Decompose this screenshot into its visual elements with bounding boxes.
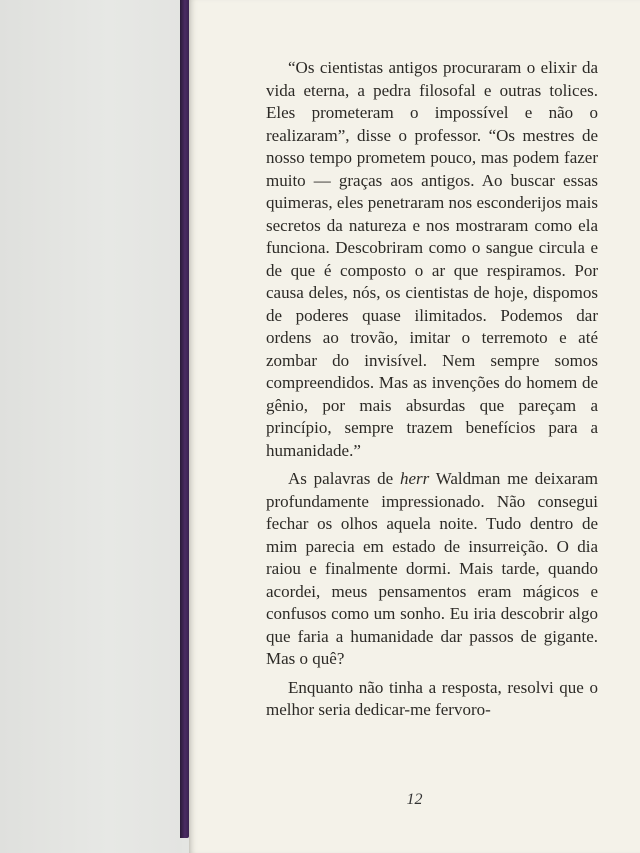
page-text [266,57,598,722]
paragraph-2-text-a: As palavras de [288,469,400,488]
book-spine [180,0,189,838]
background-surface [0,0,182,853]
page-number: 12 [406,791,423,808]
paragraph-3 [266,677,598,722]
paragraph-2-text-b: Waldman me deixaram profundamente impressionado. Não consegui fechar os olhos aquela noite. Tudo dentro de mim parecia em estado de insurreição. O dia raiou e finalmente dormi. Mais tarde, quando acordei, meus pensamentos eram mágicos e confusos como um sonho. Eu iria descobrir algo que faria a humanidade dar passos de gigante. Mas o quê? [266,469,598,668]
paragraph-2 [266,468,598,671]
book-page [189,0,640,853]
paragraph-3-text: Enquanto não tinha a resposta, resolvi que o melhor seria dedicar-me fervoro- [266,677,598,719]
paragraph-1 [266,57,598,462]
paragraph-2-italic-term: herr [399,469,430,488]
paragraph-1-text: “Os cientistas antigos procuraram o elixir da vida eterna, a pedra filosofal e outras tolices. Eles prometeram o impossível e não o realizaram”, disse o professor. “Os mestres de nosso tempo prometem pouco, mas podem fazer muito — graças aos antigos. Ao buscar essas quimeras, eles penetraram nos esconderijos mais secretos da natureza e nos mostraram como ela funciona. Descobriram como o sangue circula e de que é composto o ar que respiramos. Por causa deles, nós, os cientistas de hoje, dispomos de poderes quase ilimitados. Podemos dar ordens ao trovão, imitar o terremoto e até zombar do invisível. Nem sempre somos compreendidos. Mas as invenções do homem de gênio, por mais absurdas que pareçam a princípio, sempre trazem benefícios para a humanidade.” [266,58,598,460]
